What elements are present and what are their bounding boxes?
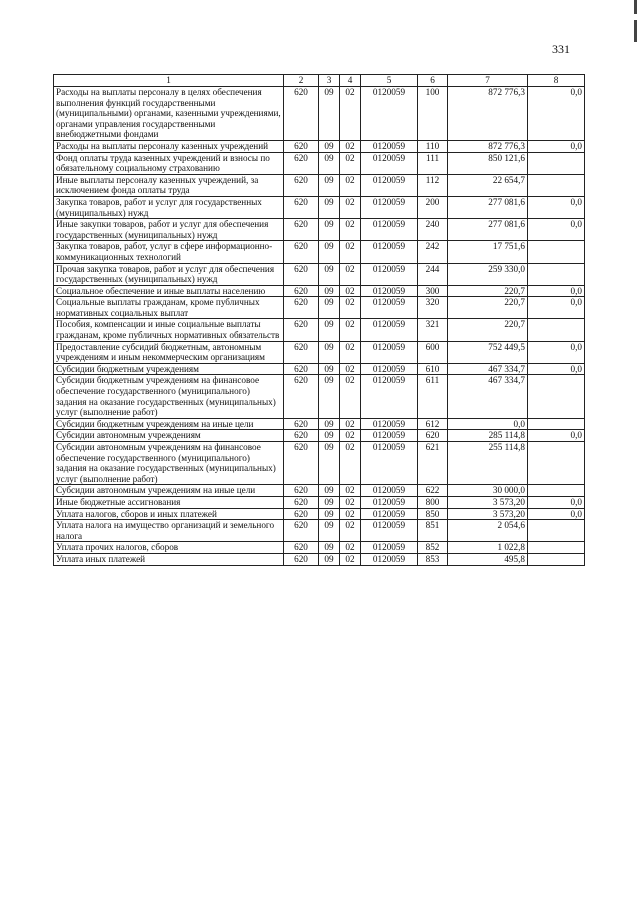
cell-amount: 220,7 — [448, 297, 528, 319]
cell-amount: 255 114,8 — [448, 442, 528, 485]
table-row — [54, 174, 585, 196]
cell-col6: 111 — [418, 152, 448, 174]
cell-col3: 09 — [319, 442, 340, 485]
row-description: Пособия, компенсации и иные социальные выплаты гражданам, кроме публичных нормативных обязательств — [54, 319, 284, 341]
row-description: Иные выплаты персоналу казенных учреждений, за исключением фонда оплаты труда — [54, 174, 284, 196]
cell-col6: 611 — [418, 375, 448, 418]
cell-col5: 0120059 — [361, 542, 418, 554]
cell-col6: 852 — [418, 542, 448, 554]
cell-col3: 09 — [319, 520, 340, 542]
cell-col4: 02 — [340, 263, 361, 285]
cell-col4: 02 — [340, 140, 361, 152]
row-description: Прочая закупка товаров, работ и услуг для обеспечения государственных (муниципальных) нужд — [54, 263, 284, 285]
cell-col3: 09 — [319, 285, 340, 297]
table-row — [54, 341, 585, 363]
column-header: 5 — [361, 75, 418, 87]
table-row — [54, 508, 585, 520]
table-row — [54, 196, 585, 218]
cell-col5: 0120059 — [361, 140, 418, 152]
row-description: Фонд оплаты труда казенных учреждений и взносы по обязательному социальному страхованию — [54, 152, 284, 174]
cell-amount: 3 573,20 — [448, 496, 528, 508]
cell-col5: 0120059 — [361, 219, 418, 241]
cell-col8: 0,0 — [528, 219, 585, 241]
cell-amount: 0,0 — [448, 418, 528, 430]
table-row — [54, 241, 585, 263]
cell-col8 — [528, 375, 585, 418]
cell-col5: 0120059 — [361, 418, 418, 430]
cell-col5: 0120059 — [361, 442, 418, 485]
cell-col8: 0,0 — [528, 363, 585, 375]
cell-col3: 09 — [319, 542, 340, 554]
cell-col6: 100 — [418, 87, 448, 141]
table-row — [54, 285, 585, 297]
cell-col8: 0,0 — [528, 341, 585, 363]
cell-col2: 620 — [284, 442, 319, 485]
cell-col6: 850 — [418, 508, 448, 520]
row-description: Уплата прочих налогов, сборов — [54, 542, 284, 554]
cell-col2: 620 — [284, 363, 319, 375]
table-row — [54, 87, 585, 141]
cell-col5: 0120059 — [361, 152, 418, 174]
cell-amount: 495,8 — [448, 553, 528, 565]
cell-col6: 300 — [418, 285, 448, 297]
cell-col4: 02 — [340, 219, 361, 241]
column-header: 2 — [284, 75, 319, 87]
cell-col4: 02 — [340, 341, 361, 363]
cell-col6: 610 — [418, 363, 448, 375]
cell-col6: 800 — [418, 496, 448, 508]
cell-col8: 0,0 — [528, 297, 585, 319]
cell-amount: 467 334,7 — [448, 375, 528, 418]
cell-col8: 0,0 — [528, 285, 585, 297]
cell-col2: 620 — [284, 553, 319, 565]
cell-col3: 09 — [319, 375, 340, 418]
cell-col8 — [528, 152, 585, 174]
row-description: Субсидии автономным учреждениям — [54, 430, 284, 442]
cell-col3: 09 — [319, 553, 340, 565]
cell-col5: 0120059 — [361, 520, 418, 542]
cell-col8 — [528, 174, 585, 196]
cell-amount: 22 654,7 — [448, 174, 528, 196]
cell-col8: 0,0 — [528, 508, 585, 520]
cell-col4: 02 — [340, 485, 361, 497]
cell-col8 — [528, 319, 585, 341]
table-row — [54, 520, 585, 542]
column-header: 7 — [448, 75, 528, 87]
cell-col5: 0120059 — [361, 87, 418, 141]
table-row — [54, 442, 585, 485]
cell-col4: 02 — [340, 196, 361, 218]
cell-col6: 622 — [418, 485, 448, 497]
row-description: Расходы на выплаты персоналу в целях обеспечения выполнения функций государственными (муниципальными) органами, казенными учреждениями, органами управления государственными внебюджетными фондами — [54, 87, 284, 141]
cell-col3: 09 — [319, 174, 340, 196]
table-row — [54, 297, 585, 319]
cell-col6: 612 — [418, 418, 448, 430]
cell-col3: 09 — [319, 241, 340, 263]
cell-col6: 620 — [418, 430, 448, 442]
table-row — [54, 553, 585, 565]
cell-col6: 242 — [418, 241, 448, 263]
cell-col4: 02 — [340, 241, 361, 263]
row-description: Закупка товаров, работ, услуг в сфере информационно-коммуникационных технологий — [54, 241, 284, 263]
header-row — [54, 75, 585, 87]
cell-col5: 0120059 — [361, 363, 418, 375]
cell-col3: 09 — [319, 297, 340, 319]
cell-amount: 277 081,6 — [448, 196, 528, 218]
cell-amount: 872 776,3 — [448, 87, 528, 141]
cell-col4: 02 — [340, 553, 361, 565]
cell-col4: 02 — [340, 496, 361, 508]
column-header: 8 — [528, 75, 585, 87]
cell-col3: 09 — [319, 363, 340, 375]
cell-col5: 0120059 — [361, 553, 418, 565]
cell-col2: 620 — [284, 263, 319, 285]
cell-col2: 620 — [284, 520, 319, 542]
row-description: Уплата налогов, сборов и иных платежей — [54, 508, 284, 520]
row-description: Социальные выплаты гражданам, кроме публичных нормативных социальных выплат — [54, 297, 284, 319]
cell-col5: 0120059 — [361, 341, 418, 363]
cell-col5: 0120059 — [361, 174, 418, 196]
cell-col3: 09 — [319, 508, 340, 520]
cell-col8: 0,0 — [528, 140, 585, 152]
cell-col8 — [528, 553, 585, 565]
cell-col3: 09 — [319, 140, 340, 152]
cell-col6: 600 — [418, 341, 448, 363]
cell-col4: 02 — [340, 430, 361, 442]
cell-col4: 02 — [340, 375, 361, 418]
table-row — [54, 430, 585, 442]
cell-col4: 02 — [340, 87, 361, 141]
row-description: Уплата иных платежей — [54, 553, 284, 565]
cell-col4: 02 — [340, 285, 361, 297]
cell-amount: 1 022,8 — [448, 542, 528, 554]
row-description: Иные закупки товаров, работ и услуг для обеспечения государственных (муниципальных) нужд — [54, 219, 284, 241]
cell-col4: 02 — [340, 319, 361, 341]
cell-amount: 259 330,0 — [448, 263, 528, 285]
cell-col5: 0120059 — [361, 485, 418, 497]
cell-col8: 0,0 — [528, 430, 585, 442]
cell-col3: 09 — [319, 219, 340, 241]
row-description: Субсидии бюджетным учреждениям — [54, 363, 284, 375]
cell-col4: 02 — [340, 363, 361, 375]
table-row — [54, 219, 585, 241]
scan-edge-mark — [634, 20, 637, 42]
table-row — [54, 375, 585, 418]
cell-col8 — [528, 263, 585, 285]
cell-col4: 02 — [340, 174, 361, 196]
cell-col2: 620 — [284, 196, 319, 218]
cell-col3: 09 — [319, 418, 340, 430]
row-description: Расходы на выплаты персоналу казенных учреждений — [54, 140, 284, 152]
table-row — [54, 363, 585, 375]
cell-col4: 02 — [340, 297, 361, 319]
cell-col2: 620 — [284, 285, 319, 297]
budget-table — [53, 74, 585, 566]
row-description: Субсидии бюджетным учреждениям на иные цели — [54, 418, 284, 430]
cell-col4: 02 — [340, 508, 361, 520]
table-row — [54, 485, 585, 497]
cell-amount: 872 776,3 — [448, 140, 528, 152]
table-row — [54, 418, 585, 430]
page-number: 331 — [552, 42, 570, 56]
cell-col8 — [528, 418, 585, 430]
cell-col2: 620 — [284, 485, 319, 497]
cell-col4: 02 — [340, 520, 361, 542]
cell-col3: 09 — [319, 485, 340, 497]
cell-col2: 620 — [284, 319, 319, 341]
cell-col5: 0120059 — [361, 263, 418, 285]
cell-col4: 02 — [340, 542, 361, 554]
cell-col3: 09 — [319, 430, 340, 442]
cell-col2: 620 — [284, 152, 319, 174]
cell-col6: 621 — [418, 442, 448, 485]
cell-amount: 277 081,6 — [448, 219, 528, 241]
cell-col2: 620 — [284, 542, 319, 554]
cell-amount: 17 751,6 — [448, 241, 528, 263]
cell-col6: 853 — [418, 553, 448, 565]
cell-col8 — [528, 241, 585, 263]
cell-col5: 0120059 — [361, 508, 418, 520]
cell-col3: 09 — [319, 263, 340, 285]
cell-col2: 620 — [284, 174, 319, 196]
cell-amount: 2 054,6 — [448, 520, 528, 542]
cell-col6: 112 — [418, 174, 448, 196]
cell-col3: 09 — [319, 341, 340, 363]
cell-col2: 620 — [284, 219, 319, 241]
cell-col2: 620 — [284, 375, 319, 418]
cell-col8 — [528, 442, 585, 485]
cell-amount: 220,7 — [448, 319, 528, 341]
cell-amount: 285 114,8 — [448, 430, 528, 442]
cell-amount: 220,7 — [448, 285, 528, 297]
cell-col8 — [528, 485, 585, 497]
column-header: 3 — [319, 75, 340, 87]
cell-col6: 320 — [418, 297, 448, 319]
cell-col5: 0120059 — [361, 496, 418, 508]
cell-amount: 850 121,6 — [448, 152, 528, 174]
cell-col4: 02 — [340, 152, 361, 174]
cell-col3: 09 — [319, 319, 340, 341]
cell-col2: 620 — [284, 508, 319, 520]
cell-col8 — [528, 542, 585, 554]
cell-col2: 620 — [284, 418, 319, 430]
table-row — [54, 152, 585, 174]
table-row — [54, 496, 585, 508]
cell-amount: 752 449,5 — [448, 341, 528, 363]
cell-col2: 620 — [284, 140, 319, 152]
table-row — [54, 263, 585, 285]
cell-col5: 0120059 — [361, 375, 418, 418]
cell-col5: 0120059 — [361, 319, 418, 341]
row-description: Субсидии автономным учреждениям на финансовое обеспечение государственного (муниципального) задания на оказание государственных (муниципальных) услуг (выполнение работ) — [54, 442, 284, 485]
scan-edge-mark — [634, 0, 637, 14]
cell-col8 — [528, 520, 585, 542]
cell-col6: 240 — [418, 219, 448, 241]
cell-col3: 09 — [319, 152, 340, 174]
cell-col8: 0,0 — [528, 196, 585, 218]
cell-col6: 110 — [418, 140, 448, 152]
table-row — [54, 140, 585, 152]
cell-amount: 30 000,0 — [448, 485, 528, 497]
column-header: 6 — [418, 75, 448, 87]
cell-col2: 620 — [284, 297, 319, 319]
cell-col5: 0120059 — [361, 297, 418, 319]
cell-col5: 0120059 — [361, 430, 418, 442]
column-header: 1 — [54, 75, 284, 87]
cell-col8: 0,0 — [528, 496, 585, 508]
cell-col2: 620 — [284, 496, 319, 508]
cell-col4: 02 — [340, 418, 361, 430]
row-description: Субсидии бюджетным учреждениям на финансовое обеспечение государственного (муниципального) задания на оказание государственных (муниципальных) услуг (выполнение работ) — [54, 375, 284, 418]
row-description: Уплата налога на имущество организаций и земельного налога — [54, 520, 284, 542]
cell-col4: 02 — [340, 442, 361, 485]
column-header: 4 — [340, 75, 361, 87]
row-description: Закупка товаров, работ и услуг для государственных (муниципальных) нужд — [54, 196, 284, 218]
cell-col5: 0120059 — [361, 241, 418, 263]
cell-col3: 09 — [319, 196, 340, 218]
cell-col5: 0120059 — [361, 285, 418, 297]
cell-col6: 851 — [418, 520, 448, 542]
cell-col8: 0,0 — [528, 87, 585, 141]
table-row — [54, 542, 585, 554]
cell-col5: 0120059 — [361, 196, 418, 218]
row-description: Субсидии автономным учреждениям на иные цели — [54, 485, 284, 497]
cell-col2: 620 — [284, 341, 319, 363]
cell-amount: 3 573,20 — [448, 508, 528, 520]
cell-col2: 620 — [284, 241, 319, 263]
cell-col6: 244 — [418, 263, 448, 285]
cell-col6: 200 — [418, 196, 448, 218]
row-description: Иные бюджетные ассигнования — [54, 496, 284, 508]
cell-col6: 321 — [418, 319, 448, 341]
cell-col3: 09 — [319, 87, 340, 141]
table-row — [54, 319, 585, 341]
budget-table-container — [53, 74, 584, 566]
cell-col2: 620 — [284, 87, 319, 141]
cell-amount: 467 334,7 — [448, 363, 528, 375]
cell-col2: 620 — [284, 430, 319, 442]
row-description: Социальное обеспечение и иные выплаты населению — [54, 285, 284, 297]
row-description: Предоставление субсидий бюджетным, автономным учреждениям и иным некоммерческим организациям — [54, 341, 284, 363]
cell-col3: 09 — [319, 496, 340, 508]
